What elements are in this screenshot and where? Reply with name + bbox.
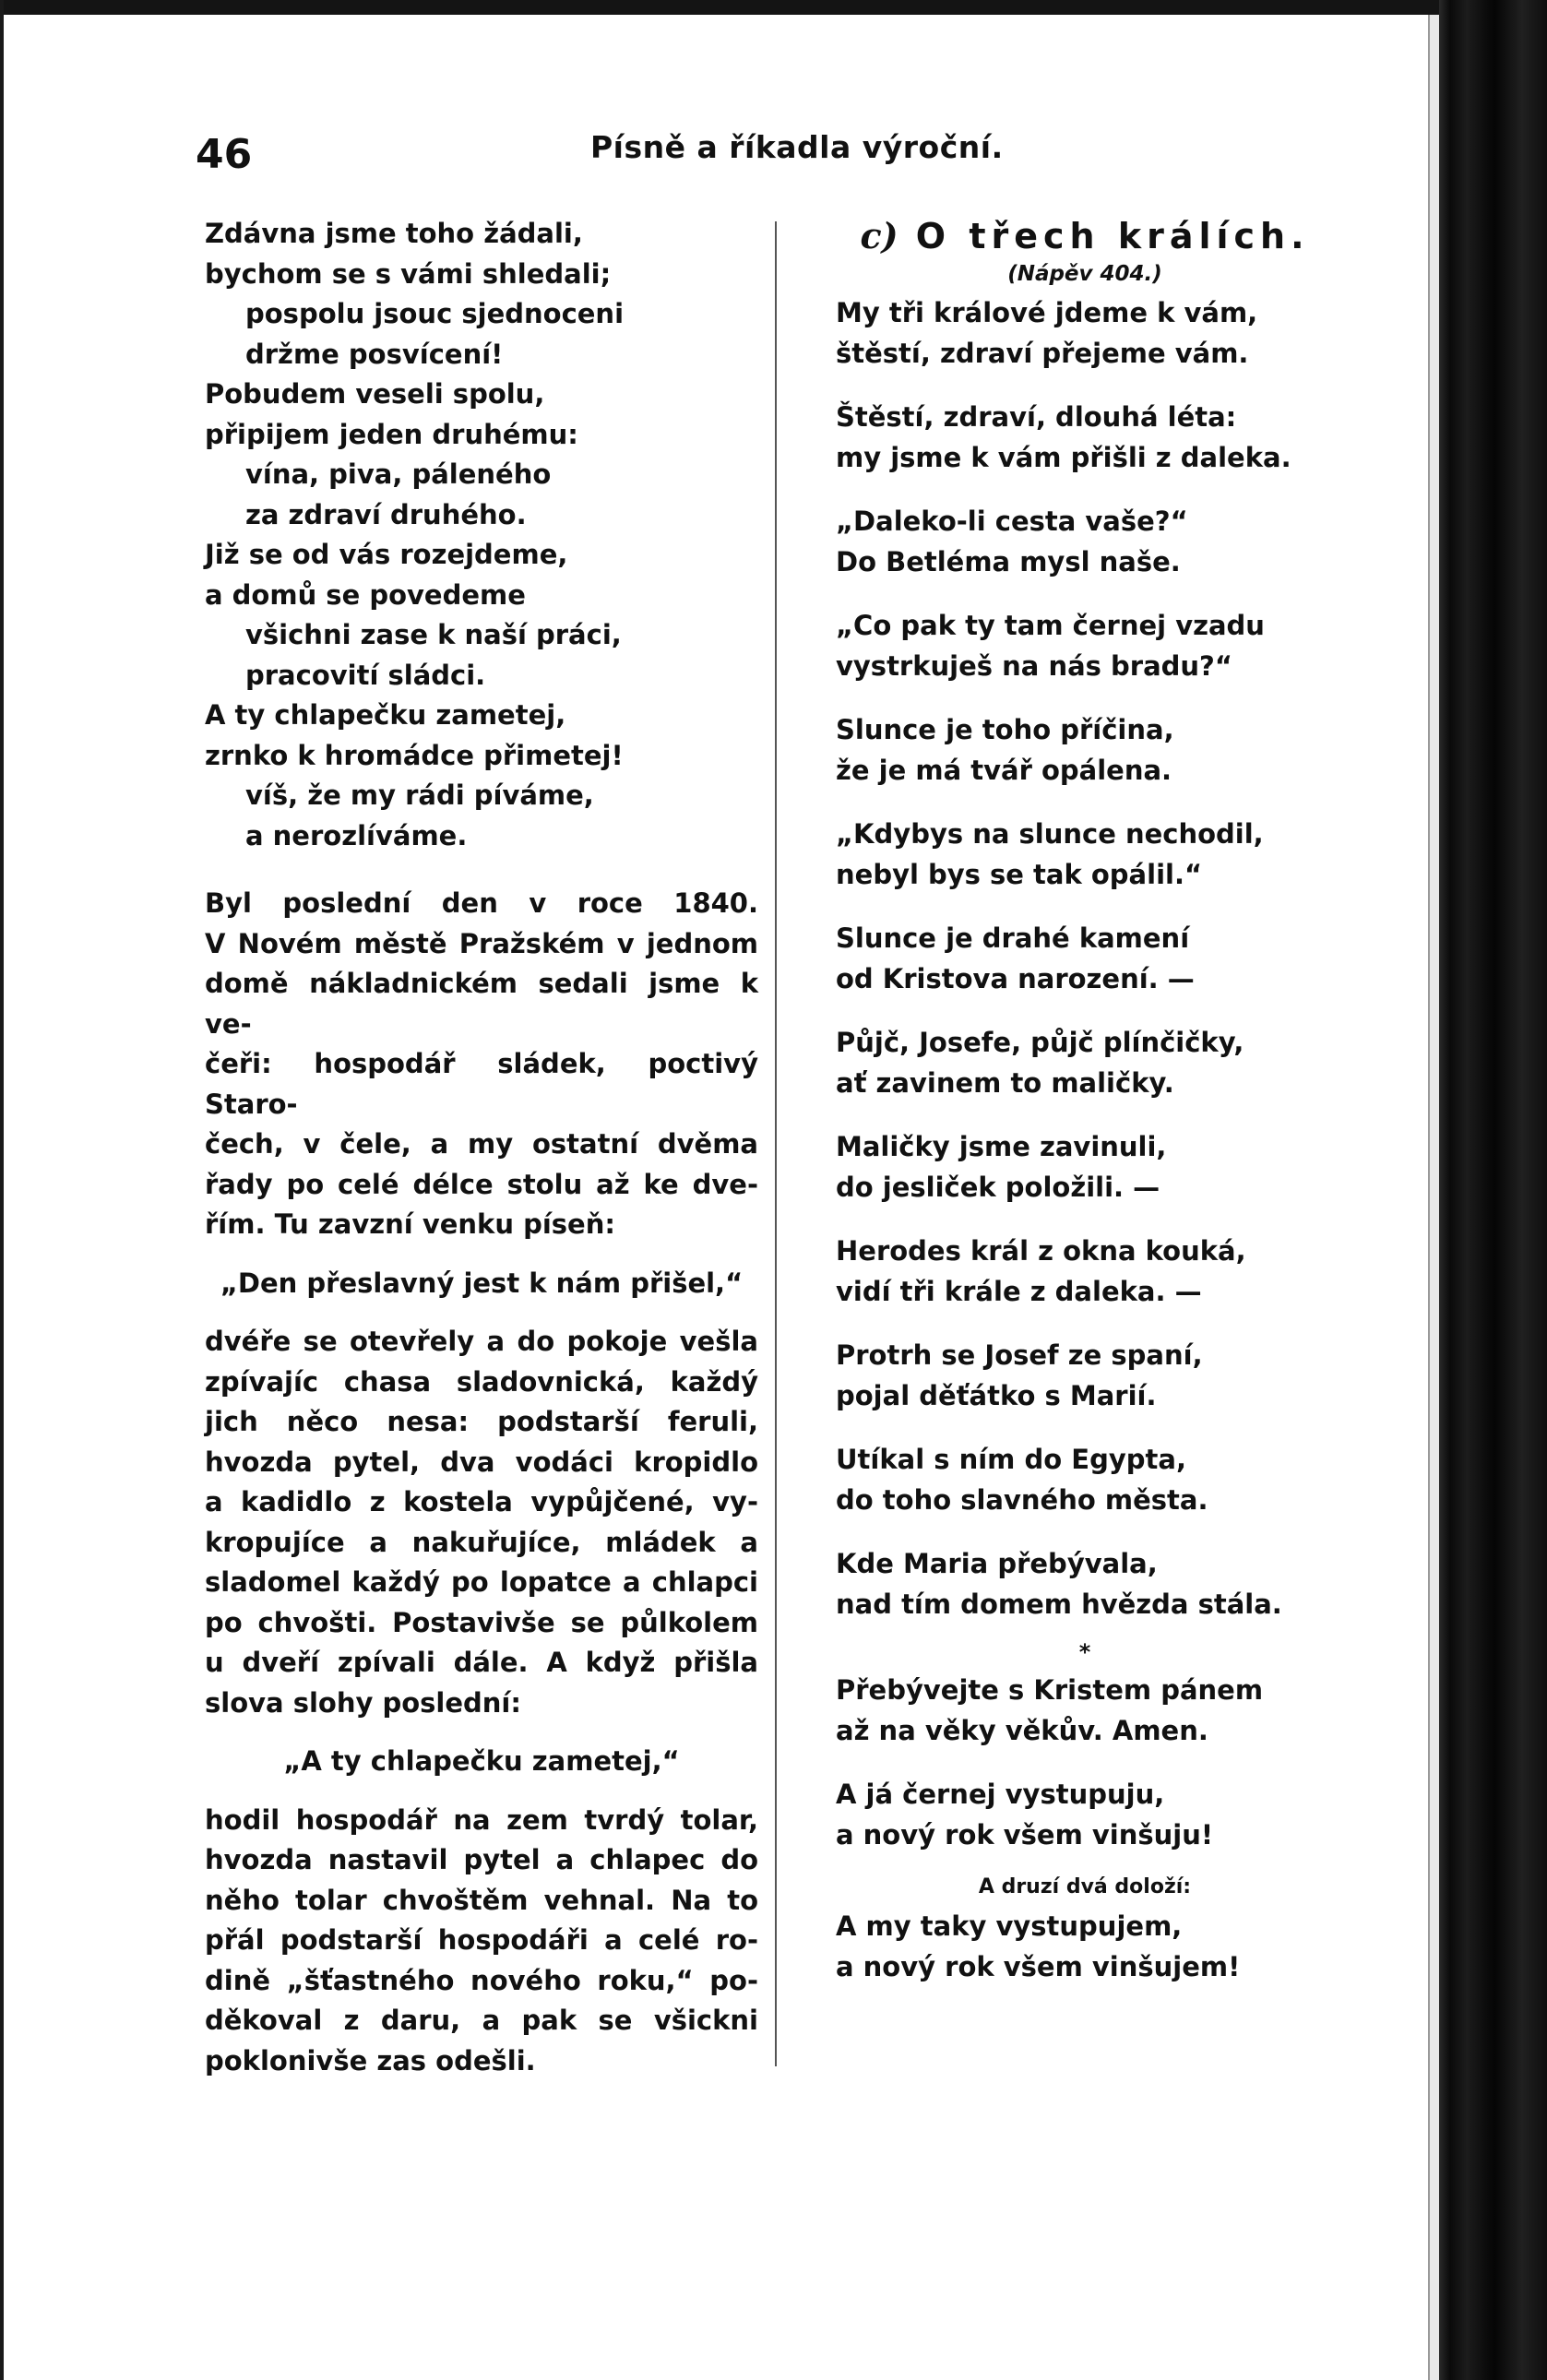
prose-line: u dveří zpívali dále. A když přišla [205,1647,758,1678]
prose-line: dvéře se otevřely a do pokoje vešla [205,1326,758,1357]
stanza-line: „Co pak ty tam černej vzadu [836,610,1265,641]
prose-line: sladomel každý po lopatce a chlapci [205,1566,758,1598]
separator-asterisk: * [1078,1639,1091,1665]
poem-verse [205,214,758,856]
stanza [836,1232,1334,1312]
stanza-line: že je má tvář opálena. [836,754,1172,786]
poem-line: pospolu jsouc sjednoceni [245,298,625,329]
section-heading [836,214,1334,258]
section-title: O třech králích. [915,216,1310,256]
prose-line: po chvošti. Postavivše se půlkolem [205,1606,758,1638]
stanza-line: Maličky jsme zavinuli, [836,1131,1167,1162]
left-column [205,214,758,2081]
prose-line: děkoval z daru, a pak se všickni [205,2005,758,2036]
final-stanza [836,1907,1334,1987]
stanza-line: do toho slavného města. [836,1483,1208,1516]
poem-line: všichni zase k naší práci, [245,619,622,650]
stanza-line: pojal děťátko s Marií. [836,1379,1157,1411]
prose-line: domě nákladnickém sedali jsme k ve- [205,968,758,1040]
stanza-line: Přebývejte s Kristem pánem [836,1674,1264,1706]
poem-line: víš, že my rádi píváme, [245,779,594,811]
stanza [836,1440,1334,1520]
poem-line: a nerozlíváme. [245,819,468,851]
poem-line: bychom se s vámi shledali; [205,257,612,290]
right-column [836,214,1334,2011]
prose-line: jich něco nesa: podstarší feruli, [205,1406,758,1437]
stanza [836,1127,1334,1208]
poem-line: držme posvícení! [245,338,504,370]
narrative-paragraph-2 [205,1322,758,1723]
stanza-line: vystrkuješ na nás bradu?“ [836,649,1232,682]
prose-line: řím. Tu zavzní venku píseň: [205,1208,615,1240]
stanza-line: Herodes král z okna kouká, [836,1235,1246,1267]
stanza-line: a nový rok všem vinšujem! [836,1950,1241,1982]
stanza-line: až na věky věkův. Amen. [836,1714,1208,1746]
prose-line: něho tolar chvoštěm vehnal. Na to [205,1884,758,1916]
prose-line: přál podstarší hospodáři a celé ro- [205,1924,758,1956]
stanza-line: Slunce je drahé kamení [836,922,1190,954]
poem-line: Pobudem veseli spolu, [205,378,545,410]
narrative-paragraph-1 [205,884,758,1245]
stanza [836,1023,1334,1103]
poem-line: Zdávna jsme toho žádali, [205,218,583,249]
poem-line: pracovití sládci. [245,659,486,691]
running-head: Písně a říkadla výroční. [590,129,1004,165]
stanza [836,815,1334,895]
stanza-line: A já černej vystupuju, [836,1779,1165,1810]
prose-line: kropujíce a nakuřujíce, mládek a [205,1526,758,1558]
stanza-line: „Daleko-li cesta vaše?“ [836,506,1188,537]
poem-line: za zdraví druhého. [245,498,527,530]
stanza [836,1336,1334,1416]
prose-line: zpívajíc chasa sladovnická, každý [205,1365,758,1398]
stanza [836,1775,1334,1855]
stanza-line: od Kristova narození. — [836,962,1195,994]
stanza-line: my jsme k vám přišli z daleka. [836,441,1291,473]
prose-line: čech, v čele, a my ostatní dvěma [205,1128,758,1160]
prose-line: čeři: hospodář sládek, poctivý Staro- [205,1048,758,1120]
prose-line: hvozda nastavil pytel a chlapec do [205,1844,758,1875]
stanza-line: „Kdybys na slunce nechodil, [836,818,1264,850]
column-divider [775,221,777,2066]
page-number: 46 [196,131,253,178]
stanza [836,293,1334,374]
stanza [836,398,1334,478]
stanza-line: Utíkal s ním do Egypta, [836,1444,1186,1475]
prose-line: V Novém městě Pražském v jednom [205,927,758,959]
stanza [836,606,1334,686]
prose-line: a kadidlo z kostela vypůjčené, vy- [205,1486,758,1517]
stanza-line: Půjč, Josefe, půjč plínčičky, [836,1027,1244,1058]
poem-line: a domů se povedeme [205,578,526,611]
stanza-line: Kde Maria přebývala, [836,1548,1158,1579]
stanza-line: a nový rok všem vinšuju! [836,1818,1214,1850]
stanza-line: vidí tři krále z daleka. — [836,1275,1202,1307]
poem-line: připijem jeden druhému: [205,418,578,450]
stanza-line: nad tím domem hvězda stála. [836,1588,1282,1620]
stanza [836,502,1334,582]
stanza-line: nebyl bys se tak opálil.“ [836,858,1203,890]
stanza-line: Slunce je toho příčina, [836,714,1174,745]
prose-line: Byl poslední den v roce 1840. [205,887,758,919]
stanza [836,710,1334,791]
stanza-line: My tři králové jdeme k vám, [836,297,1258,328]
editorial-note: A druzí dvá doloží: [978,1875,1192,1898]
section-letter: c) [860,215,898,256]
stanza-line: Protrh se Josef ze spaní, [836,1339,1203,1371]
prose-line: dině „šťastného nového roku,“ po- [205,1964,758,1996]
narrative-paragraph-3 [205,1801,758,2082]
stanza-line: štěstí, zdraví přejeme vám. [836,337,1249,369]
stanza-line: ať zavinem to maličky. [836,1066,1174,1099]
scan-right-background [1439,0,1547,2380]
stanza-line: A my taky vystupujem, [836,1910,1183,1942]
prose-line: slova slohy poslední: [205,1686,521,1719]
prose-line: poklonivše zas odešli. [205,2044,536,2077]
poem-line: Již se od vás rozejdeme, [205,539,568,570]
poem-line: vína, piva, páleného [245,458,552,490]
stanza-line: Štěstí, zdraví, dlouhá léta: [836,401,1237,433]
song-quote: „Den přeslavný jest k nám přišel,“ [220,1267,744,1299]
song-quote: „A ty chlapečku zametej,“ [283,1745,680,1777]
stanza [836,1544,1334,1624]
stanza-line: Do Betléma mysl naše. [836,545,1181,577]
prose-line: hvozda pytel, dva vodáci kropidlo [205,1446,758,1478]
tune-reference: (Nápěv 404.) [1007,262,1162,286]
scan-left-edge [0,0,4,2380]
scan-top-edge [0,0,1547,15]
stanza [836,919,1334,999]
prose-line: hodil hospodář na zem tvrdý tolar, [205,1803,758,1836]
poem-line: zrnko k hromádce přimetej! [205,739,624,771]
prose-line: řady po celé délce stolu až ke dve- [205,1168,758,1200]
stanza-line: do jesliček položili. — [836,1171,1160,1203]
poem-line: A ty chlapečku zametej, [205,699,566,731]
stanza [836,1671,1334,1751]
